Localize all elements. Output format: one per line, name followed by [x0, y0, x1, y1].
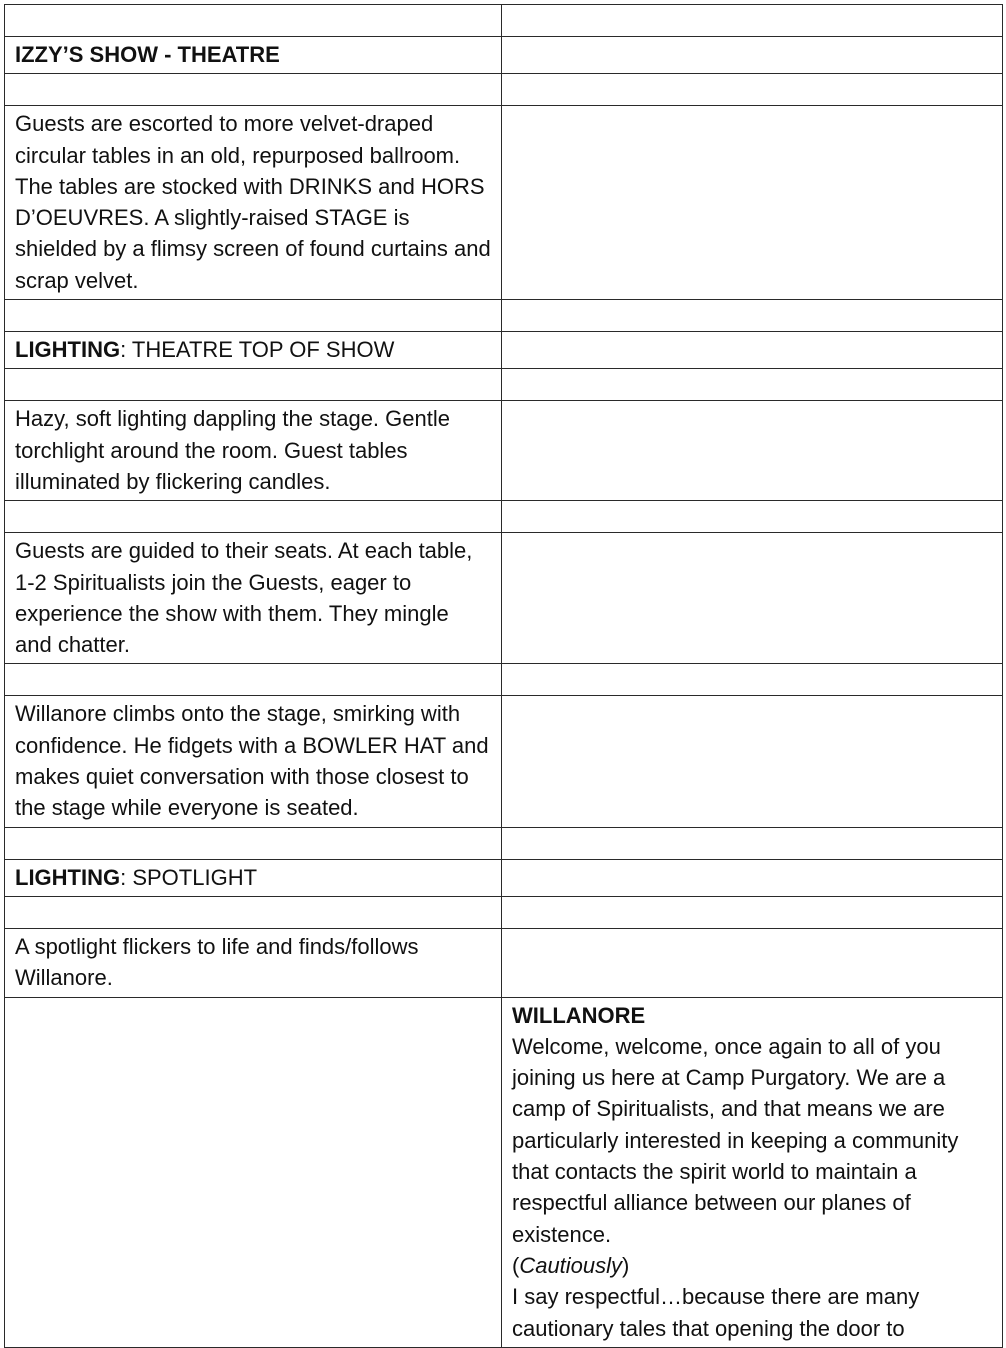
- empty-cell: [502, 896, 1003, 928]
- spacer-row: [5, 369, 1003, 401]
- paren-close: ): [622, 1252, 630, 1278]
- script-table: [4, 4, 1003, 1348]
- dialogue-line: I say respectful…because there are many cautionary tales that opening the door to: [512, 1284, 920, 1341]
- dialogue-line: Welcome, welcome, once again to all of you joining us here at Camp Purgatory. We are a camp of Spiritualists, and that means we are particularly interested in keeping a community that contacts the spirit world to maintain a respectful alliance between our planes of existence.: [512, 1033, 959, 1247]
- empty-cell: [5, 896, 502, 928]
- spacer-row: [5, 5, 1003, 37]
- empty-cell: [5, 664, 502, 696]
- empty-cell: [502, 533, 1003, 664]
- empty-cell: [5, 501, 502, 533]
- empty-cell: [5, 997, 502, 1347]
- empty-cell: [502, 859, 1003, 896]
- action-row: [5, 401, 1003, 501]
- action-row: [5, 928, 1003, 997]
- parenthetical: [512, 1250, 992, 1281]
- lighting-label: LIGHTING: [15, 337, 121, 363]
- stage-direction: Cautiously: [519, 1252, 623, 1278]
- lighting-value: : SPOTLIGHT: [120, 864, 258, 890]
- empty-cell: [502, 827, 1003, 859]
- scene-heading-cell: [5, 37, 502, 74]
- establishing-action: Guests are escorted to more velvet-draped circular tables in an old, repurposed ballroom. The tables are stocked with DRINKS and HORS D’OEUVRES. A slightly-raised STAGE is shielded by a flimsy screen of found curtains and scrap velvet.: [5, 106, 502, 300]
- empty-cell: [5, 827, 502, 859]
- empty-cell: [502, 106, 1003, 300]
- empty-cell: [502, 501, 1003, 533]
- action-row: [5, 533, 1003, 664]
- scene-heading: IZZY’S SHOW - THEATRE: [15, 42, 280, 67]
- lighting-value: : THEATRE TOP OF SHOW: [120, 337, 395, 363]
- empty-cell: [502, 401, 1003, 501]
- empty-cell: [502, 5, 1003, 37]
- dialogue-cell: [502, 997, 1003, 1347]
- empty-cell: [502, 332, 1003, 369]
- empty-cell: [502, 928, 1003, 997]
- heading-row: [5, 37, 1003, 74]
- spacer-row: [5, 501, 1003, 533]
- empty-cell: [502, 74, 1003, 106]
- spacer-row: [5, 896, 1003, 928]
- spacer-row: [5, 300, 1003, 332]
- lighting-cue-spotlight: [5, 859, 502, 896]
- action-row: [5, 696, 1003, 827]
- character-name: WILLANORE: [512, 1002, 646, 1028]
- lighting-label: LIGHTING: [15, 864, 121, 890]
- empty-cell: [502, 696, 1003, 827]
- empty-cell: [502, 369, 1003, 401]
- empty-cell: [502, 300, 1003, 332]
- empty-cell: [5, 369, 502, 401]
- dialogue-row: [5, 997, 1003, 1347]
- spacer-row: [5, 664, 1003, 696]
- empty-cell: [5, 300, 502, 332]
- spacer-row: [5, 827, 1003, 859]
- spotlight-action: A spotlight flickers to life and finds/follows Willanore.: [5, 928, 502, 997]
- spacer-row: [5, 74, 1003, 106]
- lighting-cue-row: [5, 859, 1003, 896]
- action-row: [5, 106, 1003, 300]
- empty-cell: [502, 664, 1003, 696]
- empty-cell: [5, 5, 502, 37]
- willanore-action: Willanore climbs onto the stage, smirking with confidence. He fidgets with a BOWLER HAT and makes quiet conversation with those closest to the stage while everyone is seated.: [5, 696, 502, 827]
- lighting-cue-theatre: [5, 332, 502, 369]
- empty-cell: [502, 37, 1003, 74]
- lighting-description: Hazy, soft lighting dappling the stage. Gentle torchlight around the room. Guest tables illuminated by flickering candles.: [5, 401, 502, 501]
- lighting-cue-row: [5, 332, 1003, 369]
- paren-open: (: [512, 1252, 520, 1278]
- empty-cell: [5, 74, 502, 106]
- guests-seated-action: Guests are guided to their seats. At each table, 1-2 Spiritualists join the Guests, eager to experience the show with them. They mingle and chatter.: [5, 533, 502, 664]
